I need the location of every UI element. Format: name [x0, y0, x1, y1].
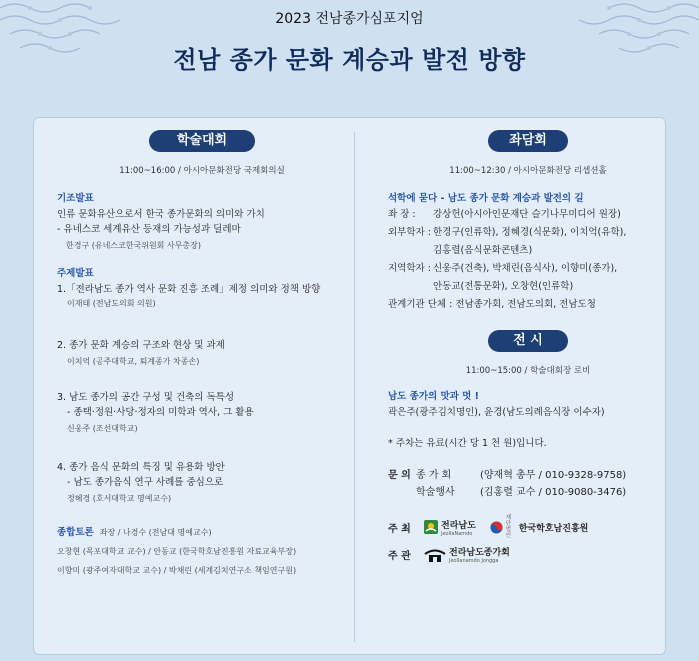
- topic-speaker: 신웅주 (조선대학교): [67, 424, 138, 433]
- keynote-heading: 기조발표: [57, 193, 94, 204]
- host1-sub: JeollaNamdo: [441, 530, 473, 537]
- org1-name: 전라남도종가회: [449, 548, 510, 558]
- topic-item: [57, 390, 347, 460]
- talk-row: [388, 261, 668, 294]
- discussion-panelists-1: 오창현 (목포대학교 교수) / 안동교 (한국학호남진흥원 자료교육부장): [57, 547, 297, 556]
- host2-prefix: 재단 법인: [505, 515, 512, 539]
- keynote-speaker: 한경구 (유네스코한국위원회 사무총장): [66, 241, 201, 250]
- host-row: [388, 515, 668, 539]
- talk-row: [388, 225, 668, 258]
- exhibit-people: 곽은주(광주김치명인), 윤경(남도의례음식장 이수자): [388, 407, 605, 418]
- host-label: 주 최: [388, 523, 411, 535]
- contact-info: (양재혁 총무 / 010-9328-9758): [480, 470, 627, 481]
- topic-heading: 주제발표: [57, 268, 94, 279]
- topic-subtitle: - 종택·정원·사당·정자의 미학과 역사, 그 활용: [67, 407, 254, 418]
- talk-schedule: 11:00~12:30 / 아시아문화전당 리셉션홀: [449, 166, 607, 176]
- topic-item: [57, 282, 347, 338]
- taeguk-emblem-icon: [490, 521, 503, 534]
- topic-title: 1.「전라남도 종가 역사 문화 진흥 조례」제정 의미와 정책 방향: [57, 284, 321, 295]
- discussion-panelists-2: 이향미 (광주여자대학교 교수) / 박채린 (세계김치연구소 책임연구원): [57, 566, 297, 575]
- talk-agency: 관계기관 단체 : 전남종가회, 전남도의회, 전남도청: [388, 299, 596, 310]
- org1-sub: Jeollanamdo Jongga: [449, 558, 499, 564]
- keynote-subtitle: - 유네스코 세계유산 등재의 가능성과 딜레마: [57, 224, 241, 235]
- topic-item: [57, 338, 347, 390]
- exhibit-theme: 남도 종가의 맛과 멋 !: [388, 391, 479, 402]
- topic-speaker: 이치억 (공주대학교, 퇴계종가 차종손): [67, 357, 200, 366]
- parking-note: * 주차는 유료(시간 당 1 천 원)입니다.: [388, 438, 547, 449]
- hanok-roof-icon: [424, 547, 446, 563]
- academic-schedule: 11:00~16:00 / 아시아문화전당 국제회의실: [119, 166, 285, 176]
- academic-pill: 학술대회: [149, 130, 255, 152]
- talk-row-label: 좌 장 :: [388, 209, 416, 220]
- topic-speaker: 정혜경 (호서대학교 명예교수): [67, 494, 172, 503]
- event-title: 전남 종가 문화 계승과 발전 방향: [173, 46, 526, 74]
- talk-row: [388, 207, 668, 222]
- organizer-row: [388, 545, 668, 564]
- event-subtitle: 2023 전남종가심포지엄: [275, 11, 424, 27]
- keynote-title: 인류 문화유산으로서 한국 종가문화의 의미와 가치: [57, 209, 265, 220]
- contact-label: 문 의: [388, 470, 411, 481]
- host1-name: 전라남도: [441, 520, 476, 531]
- topic-speaker: 이재태 (전남도의회 의원): [67, 299, 156, 308]
- exhibit-pill: 전 시: [488, 330, 568, 352]
- discussion-heading: 종합토론: [57, 527, 94, 538]
- organizer-label: 주 관: [388, 551, 411, 562]
- discussion-chair: 좌장 / 나경수 (전남대 명예교수): [99, 528, 212, 537]
- topic-item: [57, 460, 347, 520]
- header: [0, 0, 699, 75]
- talk-row-line: 김홍렬(음식문화콘텐츠): [433, 245, 533, 256]
- host2-name: 한국학호남진흥원: [518, 523, 589, 534]
- contact-block: [388, 467, 668, 501]
- talk-row-line: 신웅주(건축), 박채린(음식사), 이향미(종가),: [433, 263, 618, 274]
- topic-title: 2. 종가 문화 계승의 구조와 현상 및 과제: [57, 340, 225, 351]
- talk-section: [388, 130, 668, 564]
- talk-row-label: 지역학자 :: [388, 263, 431, 274]
- contact-who: 학술행사: [416, 487, 455, 498]
- talk-row-line: 안동교(전통문화), 오창현(인류학): [433, 281, 574, 292]
- talk-theme: 석학에 묻다 - 남도 종가 문화 계승과 발전의 길: [388, 193, 584, 204]
- exhibit-schedule: 11:00~15:00 / 학술대회장 로비: [465, 366, 591, 376]
- jeollanamdo-logo: [424, 518, 476, 537]
- talk-row-line: 강상헌(아시아인문재단 슬기나무미디어 원장): [433, 209, 621, 220]
- talk-row-line: 한경구(인류학), 정혜경(식문화), 이치억(유학),: [433, 227, 627, 238]
- academic-section: [57, 130, 347, 578]
- talk-pill: 좌담회: [488, 130, 568, 152]
- jongga-association-logo: [424, 545, 510, 564]
- column-divider: [354, 132, 355, 642]
- jeollanamdo-emblem-icon: [424, 520, 438, 534]
- contact-who: 종 가 회: [416, 470, 452, 481]
- topic-title: 4. 종가 음식 문화의 특징 및 유용화 방안: [57, 462, 225, 473]
- honam-institute-logo: [490, 515, 589, 539]
- contact-info: (김홍렬 교수 / 010-9080-3476): [480, 487, 627, 498]
- topic-title: 3. 남도 종가의 공간 구성 및 건축의 독특성: [57, 392, 235, 403]
- talk-row-label: 외부학자 :: [388, 227, 431, 238]
- topic-subtitle: - 남도 종가음식 연구 사례를 중심으로: [67, 477, 224, 488]
